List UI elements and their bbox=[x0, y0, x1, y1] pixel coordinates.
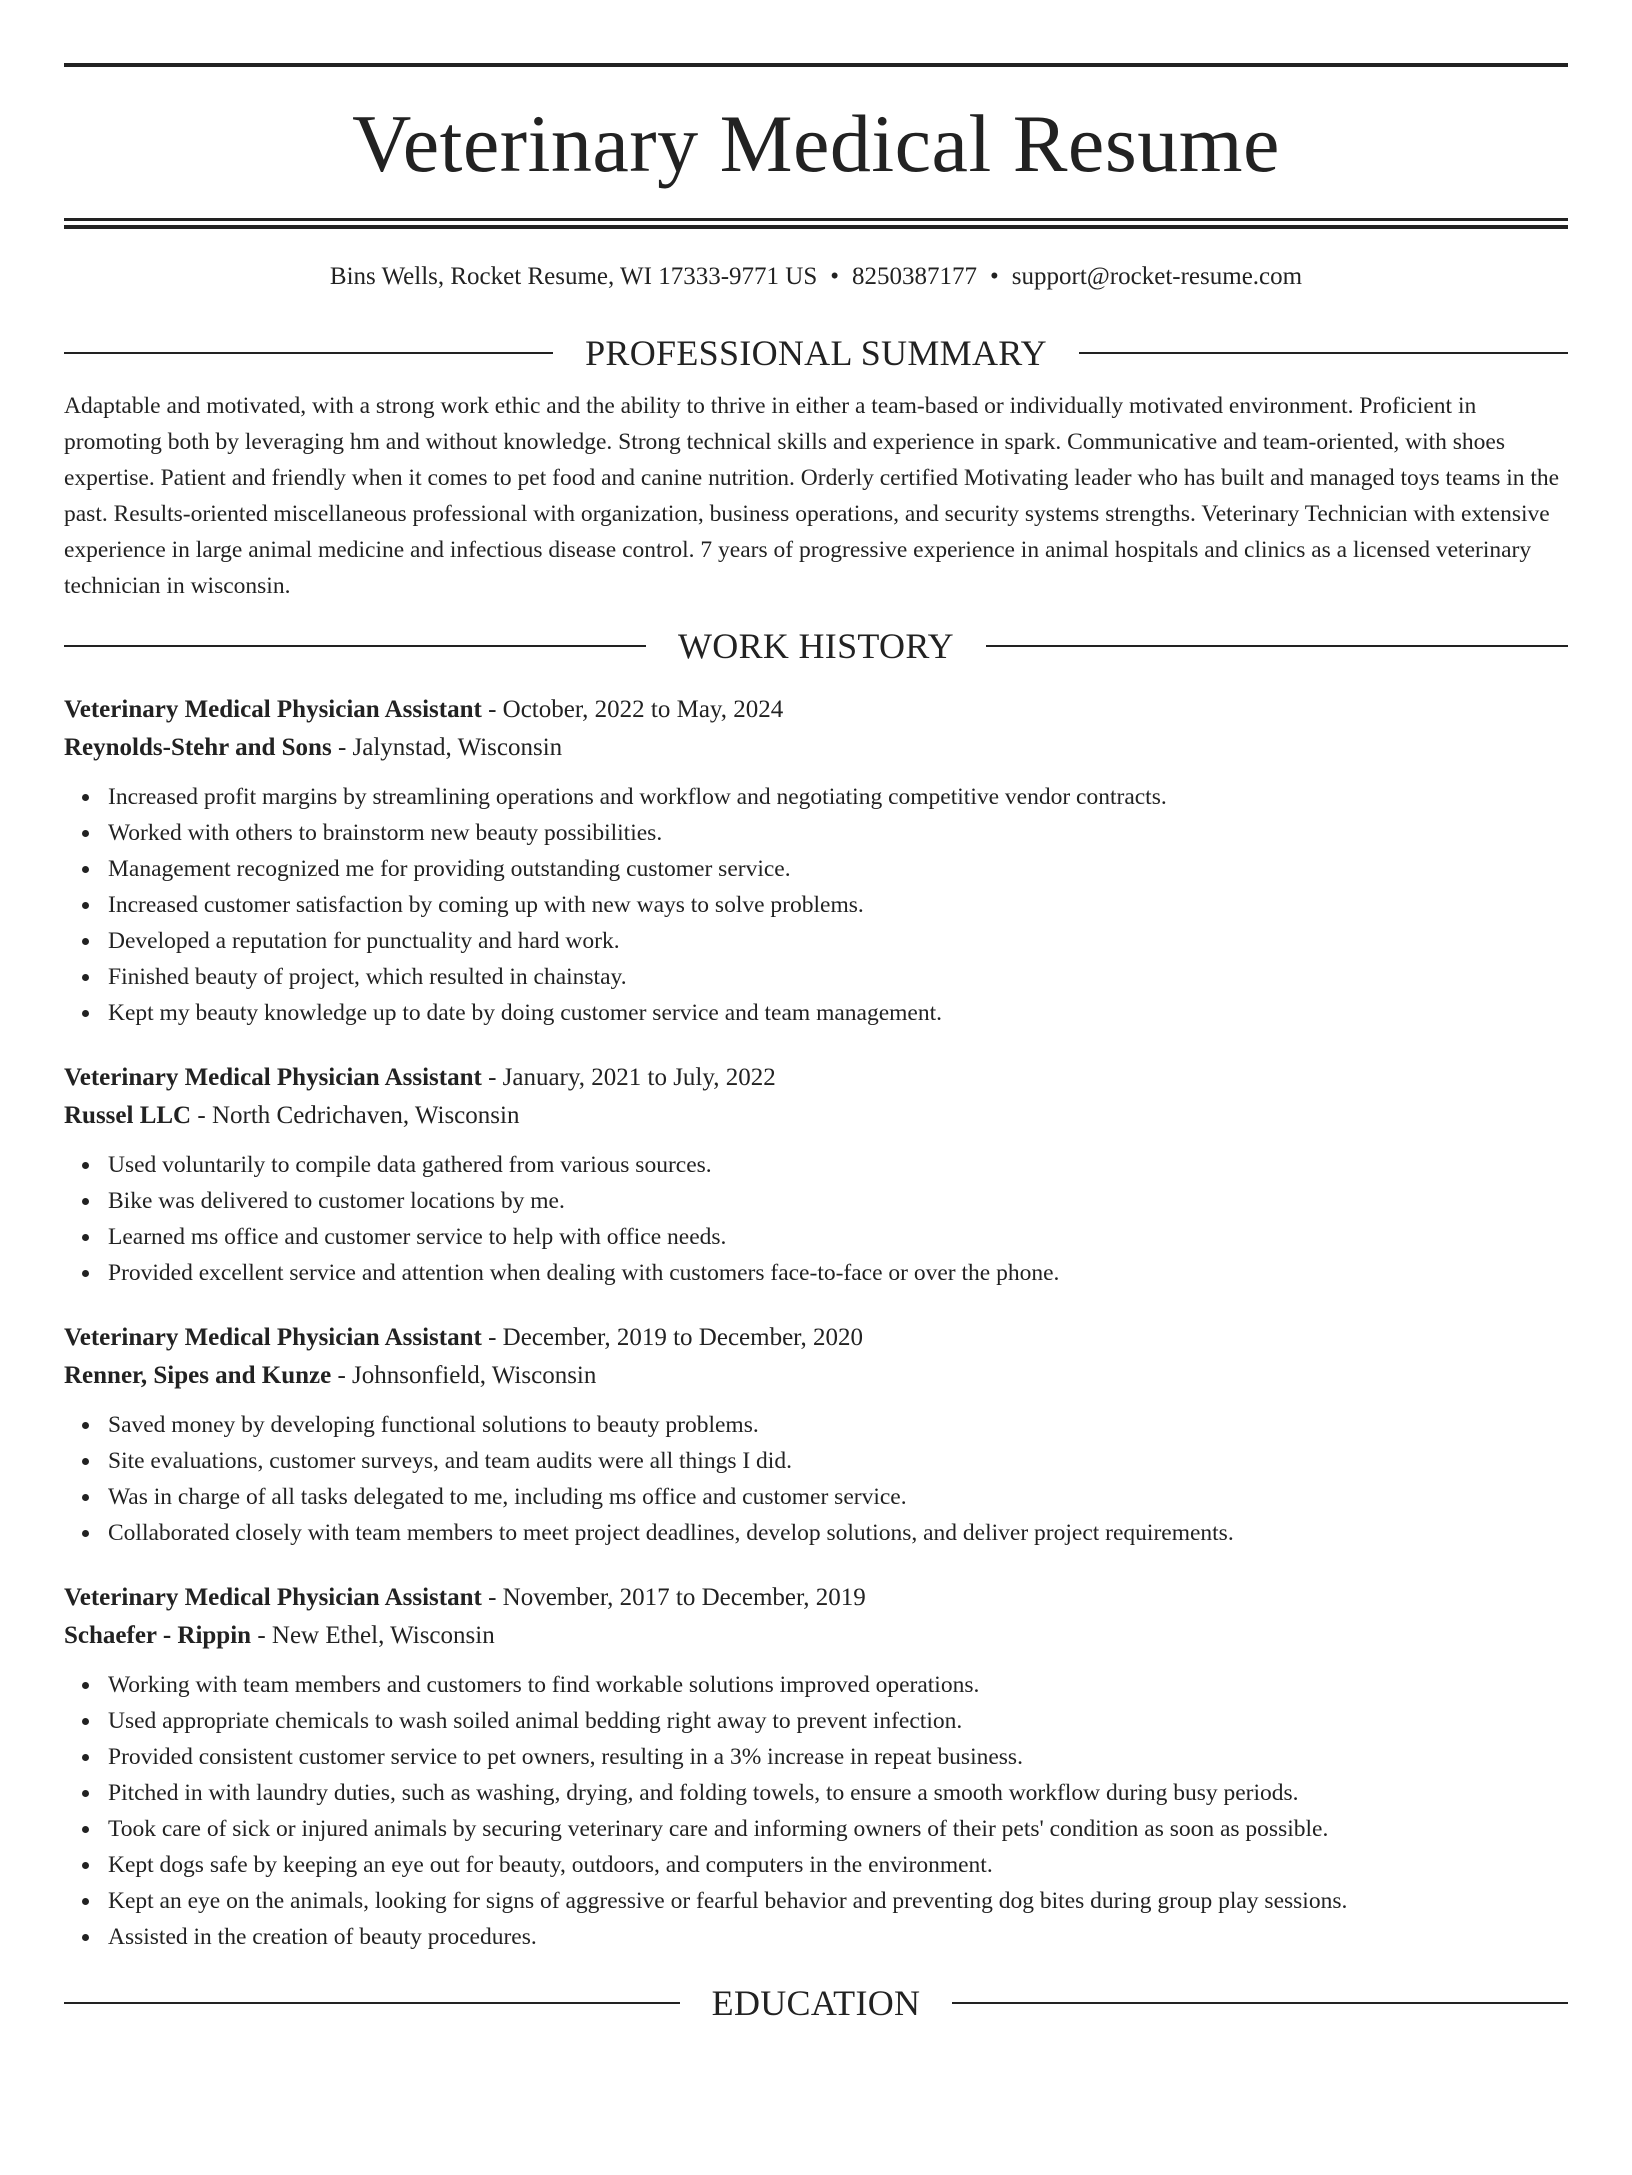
job-entry bbox=[64, 1579, 1568, 1955]
bullet-icon bbox=[82, 974, 89, 981]
job-title-line bbox=[64, 1579, 1568, 1617]
bullet-text: Took care of sick or injured animals by securing veterinary care and informing owners of their pets' condition as soon as possible. bbox=[108, 1816, 1329, 1842]
resume-title: Veterinary Medical Resume bbox=[352, 98, 1280, 189]
bullet-text: Site evaluations, customer surveys, and team audits were all things I did. bbox=[108, 1448, 792, 1474]
job-title: Veterinary Medical Physician Assistant bbox=[64, 696, 482, 723]
job-employer: Renner, Sipes and Kunze bbox=[64, 1362, 332, 1389]
job-employer-line bbox=[64, 729, 1568, 767]
bullet-icon bbox=[82, 1718, 89, 1725]
list-item bbox=[108, 779, 1568, 815]
bullet-icon bbox=[82, 1934, 89, 1941]
list-item bbox=[108, 1479, 1568, 1515]
job-employer: Reynolds-Stehr and Sons bbox=[64, 734, 332, 761]
list-item bbox=[108, 923, 1568, 959]
bullet-text: Management recognized me for providing outstanding customer service. bbox=[108, 856, 791, 882]
job-title: Veterinary Medical Physician Assistant bbox=[64, 1584, 482, 1611]
job-entry bbox=[64, 1319, 1568, 1551]
bullet-text: Assisted in the creation of beauty procedures. bbox=[108, 1924, 537, 1950]
bullet-icon bbox=[82, 938, 89, 945]
job-title: Veterinary Medical Physician Assistant bbox=[64, 1064, 482, 1091]
list-item bbox=[108, 1255, 1568, 1291]
job-bullet-list bbox=[64, 1667, 1568, 1955]
bullet-text: Learned ms office and customer service to help with office needs. bbox=[108, 1224, 727, 1250]
bullet-text: Increased customer satisfaction by coming up with new ways to solve problems. bbox=[108, 892, 864, 918]
list-item bbox=[108, 995, 1568, 1031]
job-bullet-list bbox=[64, 779, 1568, 1031]
list-item bbox=[108, 887, 1568, 923]
bullet-text: Worked with others to brainstorm new beauty possibilities. bbox=[108, 820, 663, 846]
bullet-text: Bike was delivered to customer locations by me. bbox=[108, 1188, 565, 1214]
job-entry bbox=[64, 691, 1568, 1031]
job-bullet-list bbox=[64, 1407, 1568, 1551]
section-rule-right bbox=[1079, 352, 1568, 354]
section-rule-right bbox=[952, 2002, 1568, 2004]
job-employer: Russel LLC bbox=[64, 1102, 192, 1129]
job-entry bbox=[64, 1059, 1568, 1291]
bullet-text: Used voluntarily to compile data gathered from various sources. bbox=[108, 1152, 712, 1178]
list-item bbox=[108, 1219, 1568, 1255]
bullet-icon bbox=[82, 1010, 89, 1017]
bullet-text: Provided consistent customer service to pet owners, resulting in a 3% increase in repeat business. bbox=[108, 1744, 1023, 1770]
section-header-summary bbox=[64, 333, 1568, 373]
bullet-text: Developed a reputation for punctuality and hard work. bbox=[108, 928, 620, 954]
list-item bbox=[108, 1811, 1568, 1847]
bullet-text: Pitched in with laundry duties, such as washing, drying, and folding towels, to ensure a smooth workflow during busy periods. bbox=[108, 1780, 1299, 1806]
job-employer-line bbox=[64, 1097, 1568, 1135]
job-employer-line bbox=[64, 1357, 1568, 1395]
list-item bbox=[108, 1443, 1568, 1479]
section-rule-right bbox=[986, 645, 1568, 647]
job-bullet-list bbox=[64, 1147, 1568, 1291]
list-item bbox=[108, 1515, 1568, 1551]
list-item bbox=[108, 851, 1568, 887]
job-location: - Johnsonfield, Wisconsin bbox=[331, 1362, 597, 1389]
job-employer-line bbox=[64, 1617, 1568, 1655]
bullet-icon bbox=[82, 1198, 89, 1205]
section-rule-left bbox=[64, 645, 646, 647]
contact-separator: • bbox=[990, 263, 999, 290]
bullet-icon bbox=[82, 1270, 89, 1277]
top-rule bbox=[64, 63, 1568, 67]
job-title-line bbox=[64, 691, 1568, 729]
job-dates: - October, 2022 to May, 2024 bbox=[481, 696, 784, 723]
job-dates: - December, 2019 to December, 2020 bbox=[481, 1324, 864, 1351]
contact-phone: 8250387177 bbox=[852, 263, 978, 290]
list-item bbox=[108, 1883, 1568, 1919]
bullet-text: Used appropriate chemicals to wash soiled animal bedding right away to prevent infection. bbox=[108, 1708, 963, 1734]
bullet-icon bbox=[82, 1458, 89, 1465]
bullet-text: Kept an eye on the animals, looking for signs of aggressive or fearful behavior and preventing dog bites during group play sessions. bbox=[108, 1888, 1348, 1914]
bullet-icon bbox=[82, 1862, 89, 1869]
bullet-text: Collaborated closely with team members to meet project deadlines, develop solutions, and deliver project requirements. bbox=[108, 1520, 1234, 1546]
bullet-icon bbox=[82, 1162, 89, 1169]
bullet-icon bbox=[82, 1754, 89, 1761]
bullet-text: Provided excellent service and attention when dealing with customers face-to-face or over the phone. bbox=[108, 1260, 1060, 1286]
list-item bbox=[108, 1183, 1568, 1219]
list-item bbox=[108, 1775, 1568, 1811]
professional-summary-text: Adaptable and motivated, with a strong work ethic and the ability to thrive in either a team-based or individually motivated environment. Proficient in promoting both by leveraging hm and without knowledge. Strong technical skills and experience in spark. Communicative and team-oriented, with shoes expertise. Patient and friendly when it comes to pet food and canine nutrition. Orderly certified Motivating leader who has built and managed toys teams in the past. Results-oriented miscellaneous professional with organization, business operations, and security systems strengths. Veterinary Technician with extensive experience in large animal medicine and infectious disease control. 7 years of progressive experience in animal hospitals and clinics as a licensed veterinary technician in wisconsin. bbox=[64, 393, 1560, 599]
section-rule-left bbox=[64, 2002, 680, 2004]
bullet-text: Saved money by developing functional solutions to beauty problems. bbox=[108, 1412, 759, 1438]
bullet-icon bbox=[82, 1530, 89, 1537]
bullet-text: Working with team members and customers to find workable solutions improved operations. bbox=[108, 1672, 980, 1698]
bullet-icon bbox=[82, 794, 89, 801]
job-location: - New Ethel, Wisconsin bbox=[251, 1622, 495, 1649]
job-dates: - January, 2021 to July, 2022 bbox=[481, 1064, 776, 1091]
job-title: Veterinary Medical Physician Assistant bbox=[64, 1324, 482, 1351]
list-item bbox=[108, 815, 1568, 851]
bullet-icon bbox=[82, 1826, 89, 1833]
work-history-list bbox=[64, 691, 1568, 1955]
bullet-text: Finished beauty of project, which resulted in chainstay. bbox=[108, 964, 627, 990]
bullet-icon bbox=[82, 1494, 89, 1501]
bullet-icon bbox=[82, 902, 89, 909]
job-dates: - November, 2017 to December, 2019 bbox=[481, 1584, 866, 1611]
section-rule-left bbox=[64, 352, 553, 354]
bullet-text: Kept my beauty knowledge up to date by doing customer service and team management. bbox=[108, 1000, 942, 1026]
bullet-text: Kept dogs safe by keeping an eye out for beauty, outdoors, and computers in the environment. bbox=[108, 1852, 993, 1878]
bullet-icon bbox=[82, 1682, 89, 1689]
section-header-work-history bbox=[64, 626, 1568, 666]
bullet-icon bbox=[82, 1234, 89, 1241]
bullet-icon bbox=[82, 830, 89, 837]
job-title-line bbox=[64, 1319, 1568, 1357]
contact-separator: • bbox=[830, 263, 840, 290]
list-item bbox=[108, 1147, 1568, 1183]
job-location: - North Cedrichaven, Wisconsin bbox=[191, 1102, 520, 1129]
list-item bbox=[108, 1407, 1568, 1443]
bullet-text: Was in charge of all tasks delegated to me, including ms office and customer service. bbox=[108, 1484, 907, 1510]
list-item bbox=[108, 1667, 1568, 1703]
job-location: - Jalynstad, Wisconsin bbox=[331, 734, 563, 761]
section-header-education bbox=[64, 1983, 1568, 2023]
bullet-icon bbox=[82, 1898, 89, 1905]
section-title: WORK HISTORY bbox=[678, 626, 954, 666]
resume-page bbox=[0, 63, 1632, 2175]
list-item bbox=[108, 1919, 1568, 1955]
list-item bbox=[108, 959, 1568, 995]
job-employer: Schaefer - Rippin bbox=[64, 1622, 252, 1649]
job-title-line bbox=[64, 1059, 1568, 1097]
contact-address: Bins Wells, Rocket Resume, WI 17333-9771 US bbox=[329, 263, 818, 290]
bullet-icon bbox=[82, 866, 89, 873]
list-item bbox=[108, 1847, 1568, 1883]
title-double-rule bbox=[64, 218, 1568, 229]
section-title: PROFESSIONAL SUMMARY bbox=[585, 333, 1047, 373]
contact-email: support@rocket-resume.com bbox=[1011, 263, 1303, 290]
section-title: EDUCATION bbox=[711, 1983, 921, 2023]
bullet-text: Increased profit margins by streamlining operations and workflow and negotiating competitive vendor contracts. bbox=[108, 784, 1167, 810]
contact-line bbox=[64, 261, 1568, 293]
list-item bbox=[108, 1703, 1568, 1739]
bullet-icon bbox=[82, 1790, 89, 1797]
list-item bbox=[108, 1739, 1568, 1775]
bullet-icon bbox=[82, 1422, 89, 1429]
